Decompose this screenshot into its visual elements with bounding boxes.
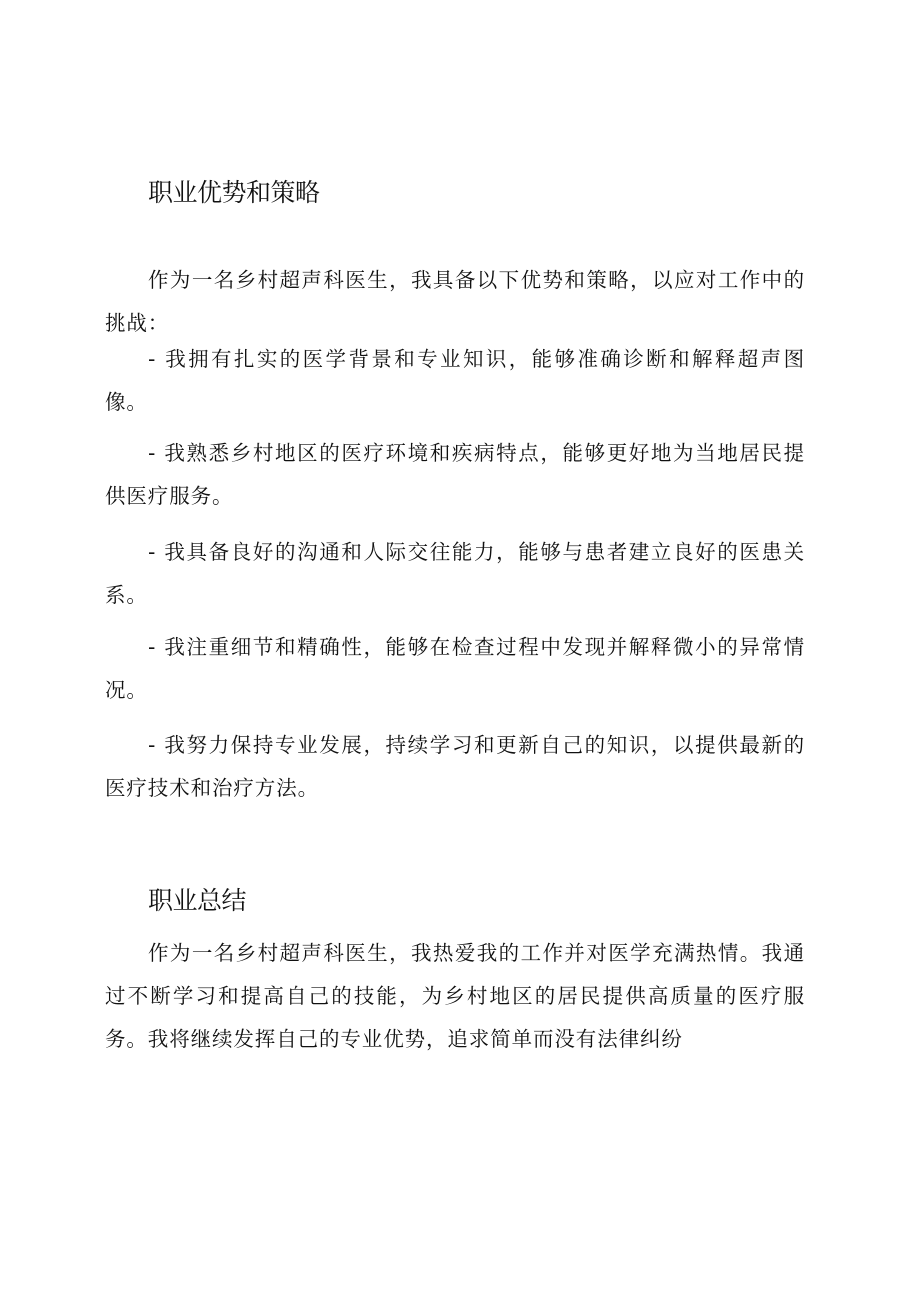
strength-item-5: - 我努力保持专业发展，持续学习和更新自己的知识，以提供最新的医疗技术和治疗方法。	[105, 733, 805, 800]
section-heading-summary: 职业总结	[148, 886, 247, 915]
summary-paragraph: 作为一名乡村超声科医生，我热爱我的工作并对医学充满热情。我通过不断学习和提高自己的技能，为乡村地区的居民提供高质量的医疗服务。我将继续发挥自己的专业优势，追求简单而没有法律纠纷	[105, 941, 805, 1051]
strength-item-1: - 我拥有扎实的医学背景和专业知识，能够准确诊断和解释超声图像。	[105, 347, 805, 414]
strength-item-4: - 我注重细节和精确性，能够在检查过程中发现并解释微小的异常情况。	[105, 635, 805, 702]
section-heading-strengths: 职业优势和策略	[148, 178, 320, 207]
strength-item-3: - 我具备良好的沟通和人际交往能力，能够与患者建立良好的医患关系。	[105, 540, 805, 607]
strengths-intro-paragraph: 作为一名乡村超声科医生，我具备以下优势和策略，以应对工作中的挑战：	[105, 268, 805, 335]
strength-item-2: - 我熟悉乡村地区的医疗环境和疾病特点，能够更好地为当地居民提供医疗服务。	[105, 441, 805, 508]
